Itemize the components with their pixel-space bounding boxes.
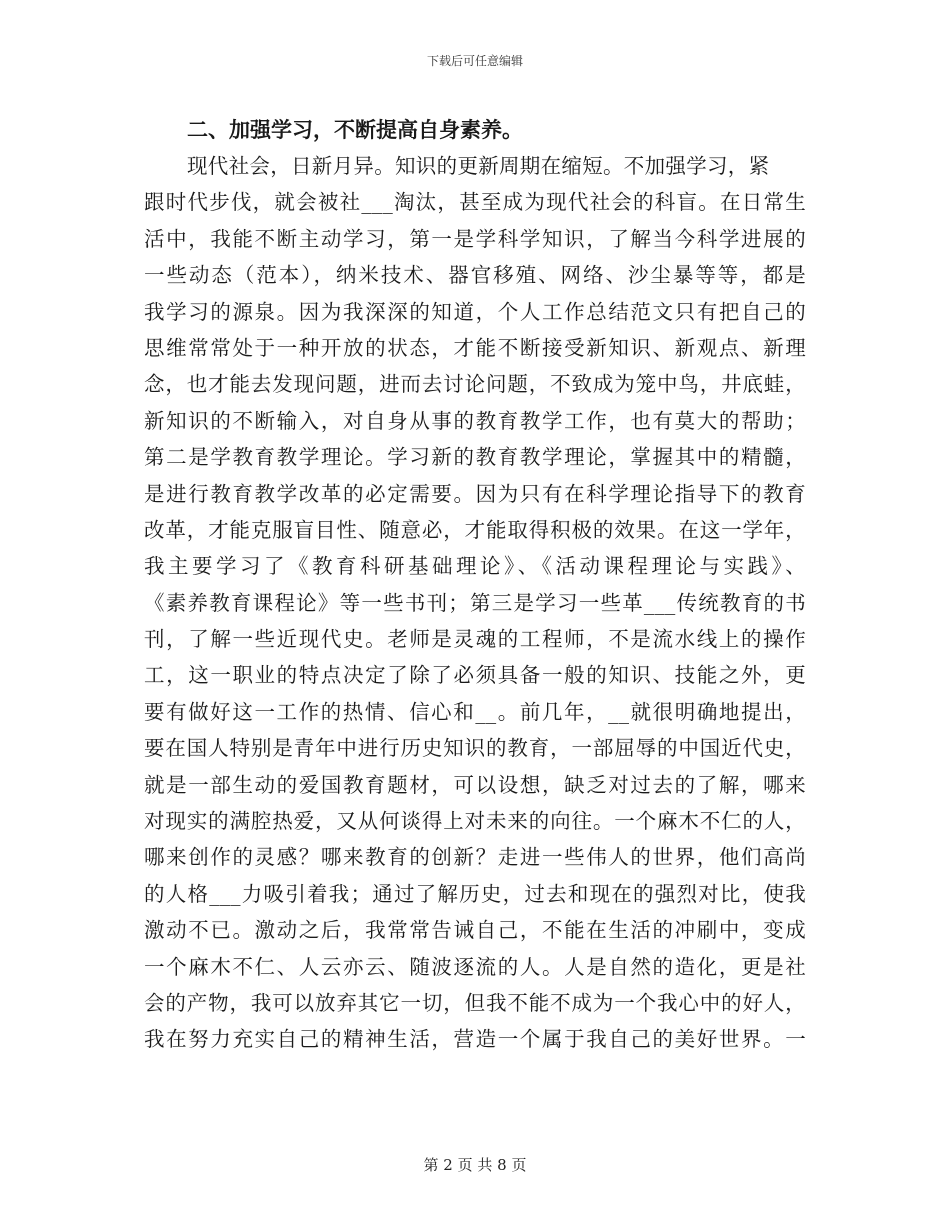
page-number: 第 2 页 共 8 页 — [423, 1156, 527, 1174]
text-line: 要在国人特别是青年中进行历史知识的教育，一部屈辱的中国近代史， — [144, 736, 806, 761]
text-line: 活中，我能不断主动学习，第一是学科学知识，了解当今科学进展的 — [144, 226, 806, 251]
text-line: 《素养教育课程论》等一些书刊；第三是学习一些革___传统教育的书 — [144, 590, 806, 615]
text-line: 工，这一职业的特点决定了除了必须具备一般的知识、技能之外，更 — [144, 663, 806, 688]
text-line: 哪来创作的灵感？哪来教育的创新？走进一些伟人的世界，他们高尚 — [144, 845, 806, 870]
text-line: 我主要学习了《教育科研基础理论》、《活动课程理论与实践》、 — [144, 554, 806, 579]
text-line: 新知识的不断输入，对自身从事的教育教学工作，也有莫大的帮助； — [144, 408, 806, 433]
text-line: 第二是学教育教学理论。学习新的教育教学理论，掌握其中的精髓， — [144, 445, 806, 470]
text-line: 要有做好这一工作的热情、信心和__。前几年，__就很明确地提出， — [144, 699, 806, 724]
text-line: 的人格___力吸引着我；通过了解历史，过去和现在的强烈对比，使我 — [144, 881, 806, 906]
section-heading: 二、加强学习，不断提高自身素养。 — [187, 117, 523, 142]
text-line: 跟时代步伐，就会被社___淘汰，甚至成为现代社会的科盲。在日常生 — [144, 190, 806, 215]
text-line: 我学习的源泉。因为我深深的知道，个人工作总结范文只有把自己的 — [144, 299, 806, 324]
text-line: 我在努力充实自己的精神生活，营造一个属于我自己的美好世界。一 — [144, 1027, 806, 1052]
text-line: 刊，了解一些近现代史。老师是灵魂的工程师，不是流水线上的操作 — [144, 627, 806, 652]
text-line: 会的产物，我可以放弃其它一切，但我不能不成为一个我心中的好人， — [144, 990, 806, 1015]
text-line: 是进行教育教学改革的必定需要。因为只有在科学理论指导下的教育 — [144, 481, 806, 506]
text-line: 念，也才能去发现问题，进而去讨论问题，不致成为笼中鸟，井底蛙， — [144, 372, 806, 397]
text-line: 激动不已。激动之后，我常常告诫自己，不能在生活的冲刷中，变成 — [144, 918, 806, 943]
text-line: 一些动态（范本），纳米技术、器官移殖、网络、沙尘暴等等，都是 — [144, 263, 806, 288]
text-line: 改革，才能克服盲目性、随意必，才能取得积极的效果。在这一学年， — [144, 517, 806, 542]
text-line: 就是一部生动的爱国教育题材，可以设想，缺乏对过去的了解，哪来 — [144, 772, 806, 797]
text-line: 思维常常处于一种开放的状态，才能不断接受新知识、新观点、新理 — [144, 335, 806, 360]
text-line: 一个麻木不仁、人云亦云、随波逐流的人。人是自然的造化，更是社 — [144, 954, 806, 979]
document-body — [144, 112, 806, 1058]
paragraph — [144, 148, 806, 1058]
text-line: 对现实的满腔热爱，又从何谈得上对未来的向往。一个麻木不仁的人， — [144, 809, 806, 834]
page-header: 下载后可任意编辑 — [426, 54, 523, 68]
text-line: 现代社会，日新月异。知识的更新周期在缩短。不加强学习，紧 — [187, 154, 770, 178]
